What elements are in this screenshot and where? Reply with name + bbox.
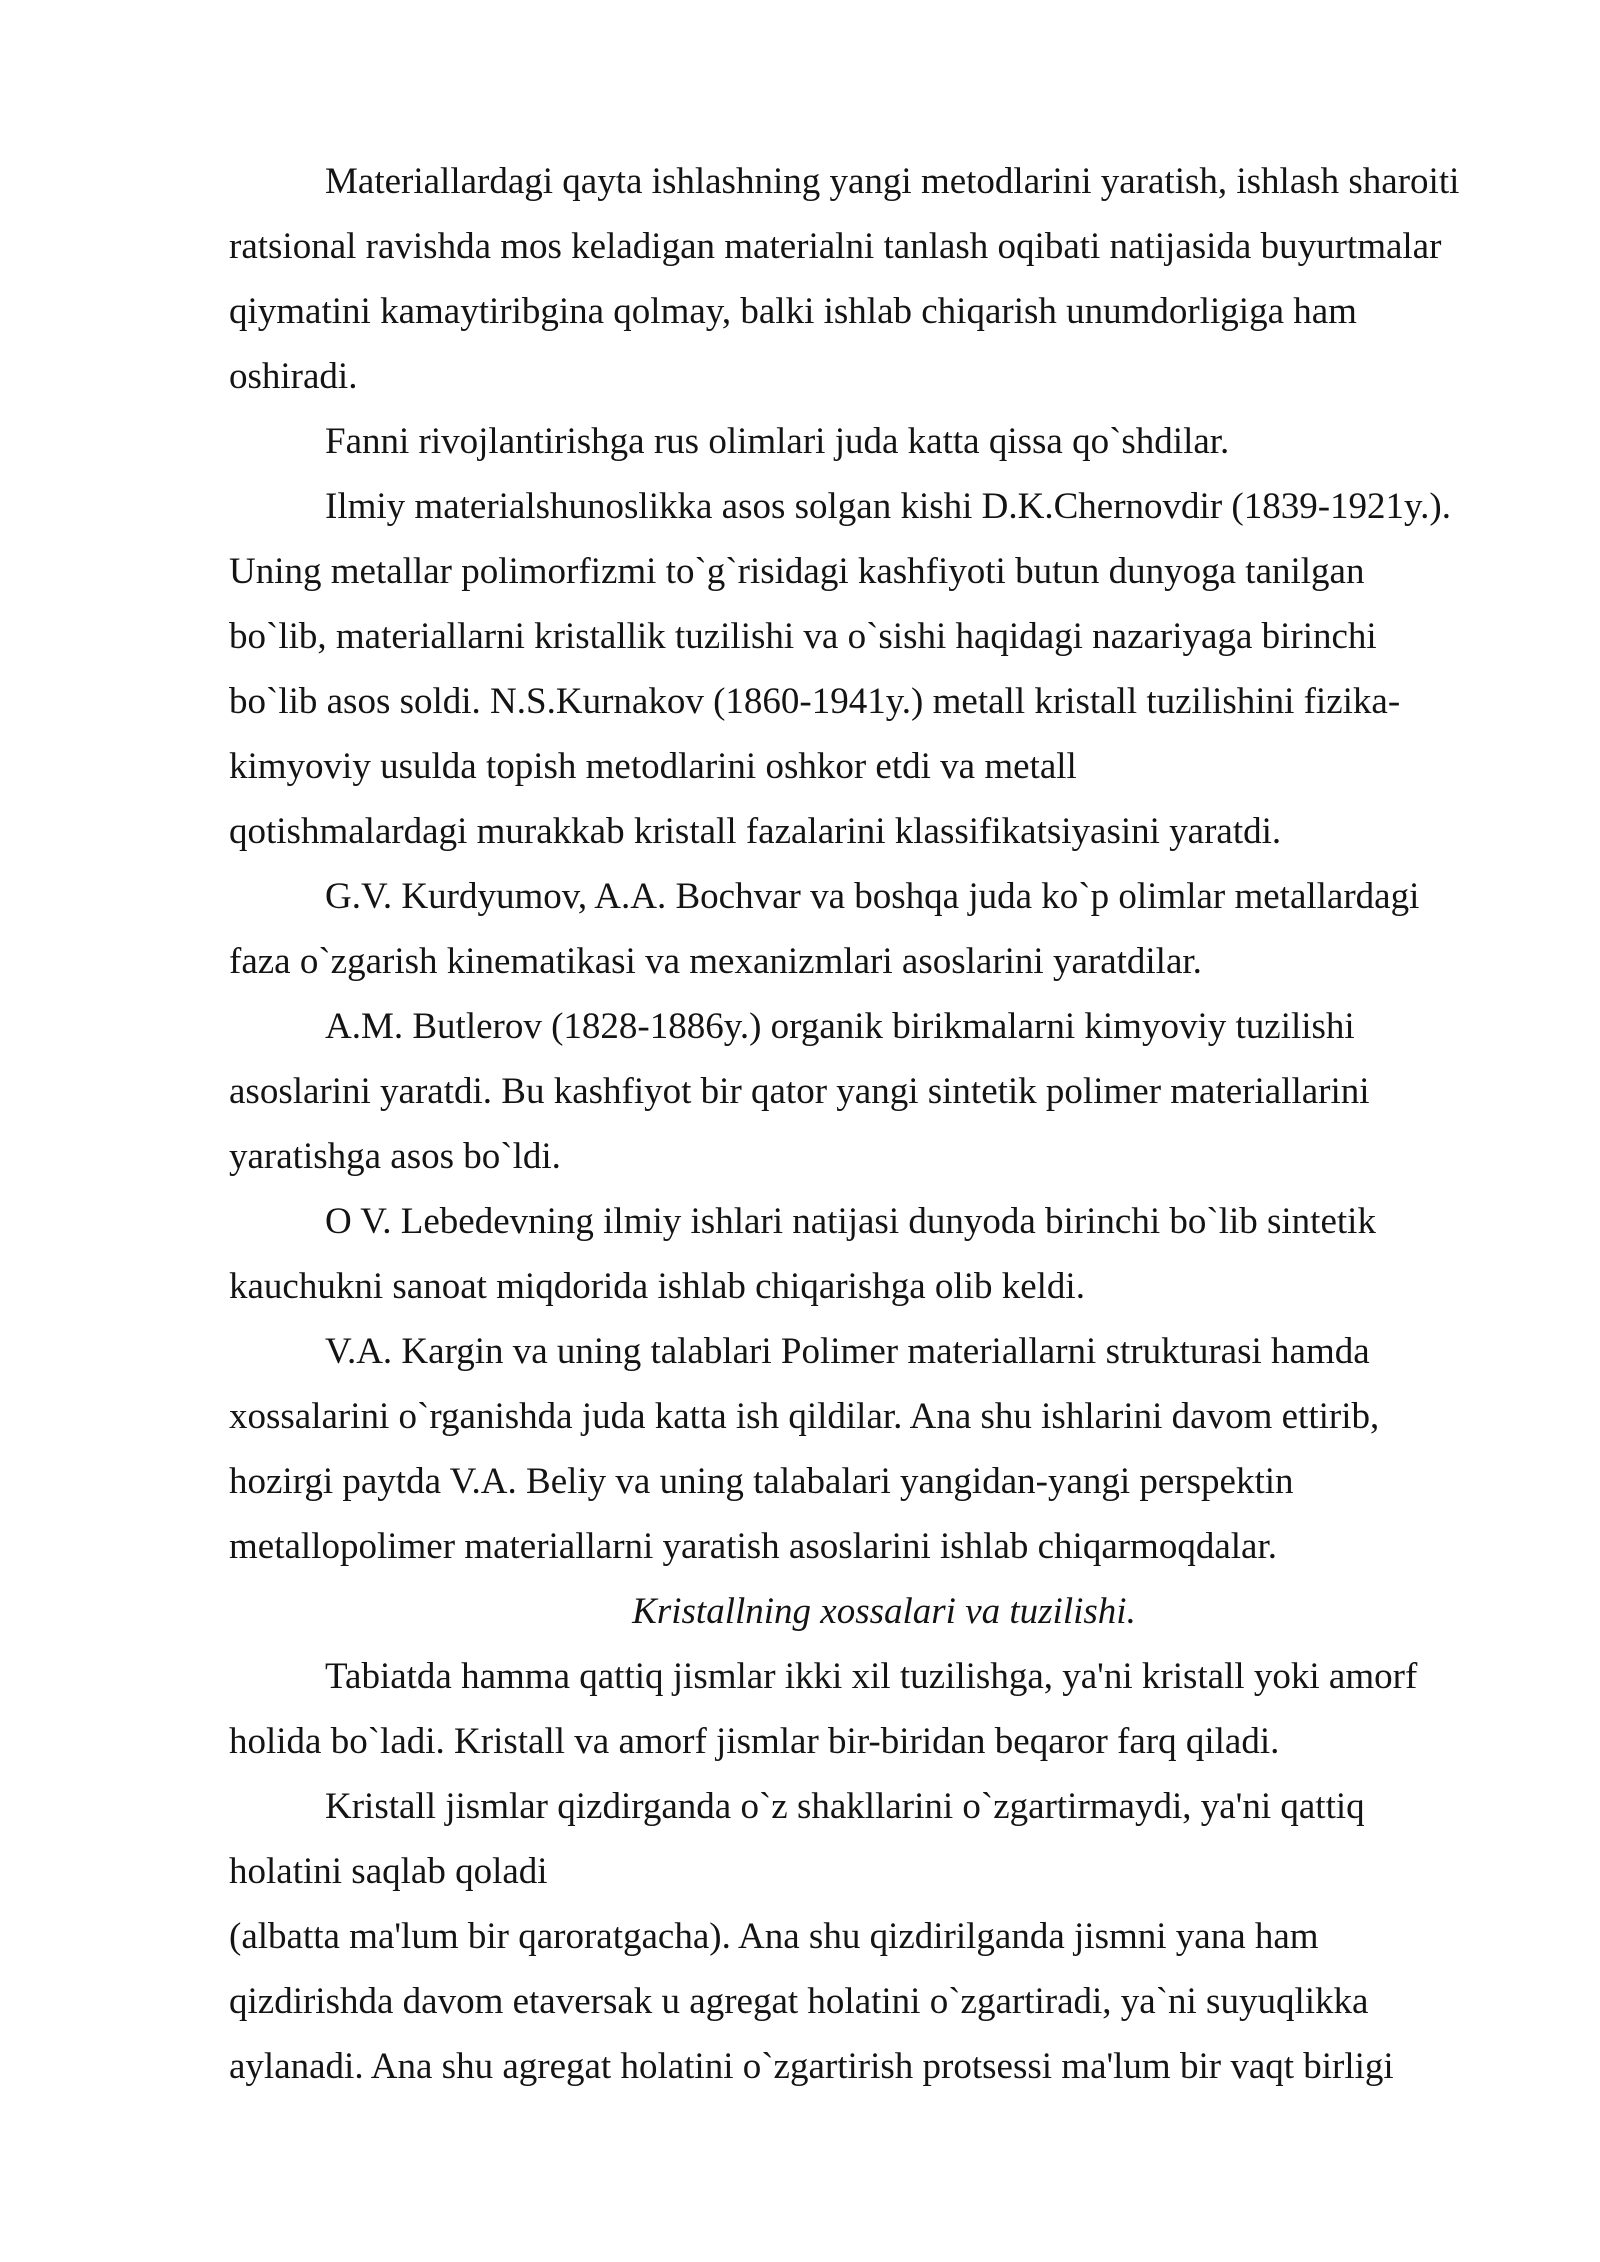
paragraph-line: Fanni rivojlantirishga rus olimlari juda katta qissa qo`shdilar. [325,421,1230,462]
paragraph-line: oshiradi. [229,356,358,397]
paragraph-line: Tabiatda hamma qattiq jismlar ikki xil tuzilishga, ya'ni kristall yoki amorf [325,1656,1418,1697]
paragraph-line: V.A. Kargin va uning talablari Polimer materiallarni strukturasi hamda [325,1331,1370,1372]
paragraph-line: metallopolimer materiallarni yaratish asoslarini ishlab chiqarmoqdalar. [229,1526,1277,1567]
document-body [229,149,1519,2099]
paragraph-line: A.M. Butlerov (1828-1886y.) organik birikmalarni kimyoviy tuzilishi [325,1006,1355,1047]
paragraph-line: qizdirishda davom etaversak u agregat holatini o`zgartiradi, ya`ni suyuqlikka [229,1981,1369,2022]
paragraph-line: bo`lib, materiallarni kristallik tuzilishi va o`sishi haqidagi nazariyaga birinchi [229,616,1377,657]
paragraph-line: aylanadi. Ana shu agregat holatini o`zgartirish protsessi ma'lum bir vaqt birligi [229,2046,1394,2087]
paragraph-line: Materiallardagi qayta ishlashning yangi metodlarini yaratish, ishlash sharoiti [325,161,1460,202]
paragraph-line: O V. Lebedevning ilmiy ishlari natijasi dunyoda birinchi bo`lib sintetik [325,1201,1376,1242]
paragraph-line: qiymatini kamaytiribgina qolmay, balki ishlab chiqarish unumdorligiga ham [229,291,1357,332]
paragraph-line: hozirgi paytda V.A. Beliy va uning talabalari yangidan-yangi perspektin [229,1461,1294,1502]
paragraph-line: faza o`zgarish kinematikasi va mexanizmlari asoslarini yaratdilar. [229,941,1202,982]
paragraph-line: xossalarini o`rganishda juda katta ish qildilar. Ana shu ishlarini davom ettirib, [229,1396,1380,1437]
paragraph-line: bo`lib asos soldi. N.S.Kurnakov (1860-1941y.) metall kristall tuzilishini fizika- [229,681,1401,722]
paragraph-line: yaratishga asos bo`ldi. [229,1136,561,1177]
paragraph-line: G.V. Kurdyumov, A.A. Bochvar va boshqa juda ko`p olimlar metallardagi [325,876,1420,917]
paragraph-line: Ilmiy materialshunoslikka asos solgan kishi D.K.Chernovdir (1839-1921y.). [325,486,1451,527]
paragraph-line: Kristall jismlar qizdirganda o`z shakllarini o`zgartirmaydi, ya'ni qattiq [325,1786,1365,1827]
paragraph-line: Uning metallar polimorfizmi to`g`risidagi kashfiyoti butun dunyoga tanilgan [229,551,1365,592]
paragraph-line: holida bo`ladi. Kristall va amorf jismlar bir-biridan beqaror farq qiladi. [229,1721,1280,1762]
paragraph-line: kauchukni sanoat miqdorida ishlab chiqarishga olib keldi. [229,1266,1085,1307]
paragraph-line: qotishmalardagi murakkab kristall fazalarini klassifikatsiyasini yaratdi. [229,811,1282,852]
paragraph-line: ratsional ravishda mos keladigan materialni tanlash oqibati natijasida buyurtmalar [229,226,1442,267]
paragraph-line: asoslarini yaratdi. Bu kashfiyot bir qator yangi sintetik polimer materiallarini [229,1071,1370,1112]
paragraph-line: holatini saqlab qoladi [229,1851,548,1892]
section-heading: Kristallning xossalari va tuzilishi. [632,1591,1136,1632]
paragraph-line: kimyoviy usulda topish metodlarini oshkor etdi va metall [229,746,1077,787]
paragraph-line: (albatta ma'lum bir qaroratgacha). Ana shu qizdirilganda jismni yana ham [229,1916,1319,1957]
